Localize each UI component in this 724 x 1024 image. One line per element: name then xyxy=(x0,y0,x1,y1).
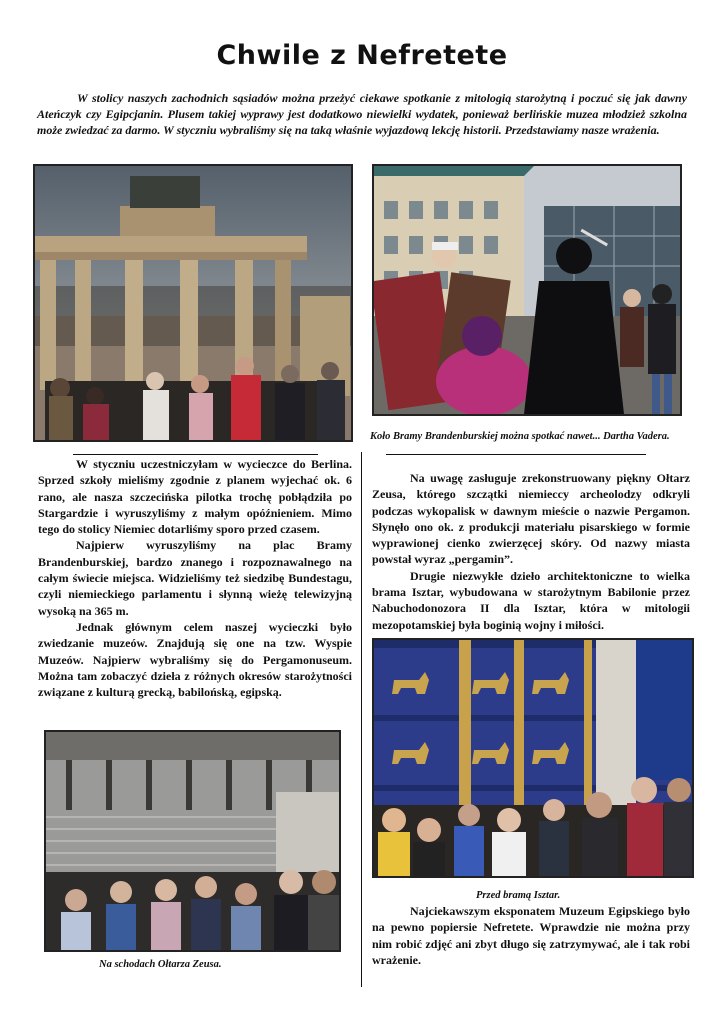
page-title: Chwile z Nefretete xyxy=(216,40,508,71)
right-column-text xyxy=(372,470,690,633)
zeus-caption: Na schodach Ołtarza Zeusa. xyxy=(99,959,222,970)
left-paragraph-3: Jednak głównym celem naszej wycieczki było zwiedzanie muzeów. Znajdują się one na tzw. Wyspie Muzeów. Najpierw wybraliśmy się do Pergamonuseum. Można tam zobaczyć dzieła z różnych okresów starożytności związane z kulturą grecką, babilońską, egipską. xyxy=(38,619,352,700)
right-paragraph-3: Najciekawszym eksponatem Muzeum Egipskiego było na pewno popiersie Nefretete. Wprawdzie nie można przy nim robić zdjęć ani zbyt długo się zatrzymywać, ale i tak robi wrażenie. xyxy=(372,904,690,967)
brandenburg-gate-photo xyxy=(33,164,353,442)
left-paragraph-1: W styczniu uczestniczyłam w wycieczce do Berlina. Sprzed szkoły mieliśmy zgodnie z planem wyjechać ok. 6 rano, ale nasza szczecińska pilotka trochę pobłądziła po Stargardzie i wyruszyliśmy z małym opóźnieniem. Mimo tego do stolicy Niemiec dotarliśmy sporo przed czasem. xyxy=(38,457,352,537)
ishtar-gate-photo xyxy=(372,638,694,878)
right-paragraph-1: Na uwagę zasługuje zrekonstruowany piękny Ołtarz Zeusa, którego szczątki niemieccy archeolodzy odkryli podczas wykopalisk w dawnym mieście o nazwie Pergamon. Słynęło ono ok. z produkcji materiału pisarskiego w formie wyprawionej cienko zwierzęcej skóry. Od nazwy miasta powstał wyraz „pergamin”. xyxy=(372,471,690,567)
right-column-rule xyxy=(386,454,646,455)
column-divider xyxy=(361,452,362,987)
darth-vader-photo xyxy=(372,164,682,416)
right-paragraph-2: Drugie niezwykłe dzieło architektoniczne to wielka brama Isztar, wybudowana w starożytnym Babilonie przez Nabuchodonozora II dla Isztar, która w mitologii mezopotamskiej była boginią wojny i miłości. xyxy=(372,568,690,632)
zeus-altar-photo xyxy=(44,730,341,952)
vader-caption: Koło Bramy Brandenburskiej można spotkać nawet... Dartha Vadera. xyxy=(370,431,670,442)
left-column-rule xyxy=(73,454,318,455)
right-column-bottom-text xyxy=(372,903,690,968)
isztar-caption: Przed bramą Isztar. xyxy=(476,890,561,901)
intro-paragraph: W stolicy naszych zachodnich sąsiadów można przeżyć ciekawe spotkanie z mitologią starożytną i poczuć się jak dawny Ateńczyk czy Egipcjanin. Plusem takiej wyprawy jest dodatkowo niewielki wydatek, ponieważ berlińskie muzea młodzież szkolna może zwiedzać za darmo. W styczniu wybraliśmy się na taką właśnie wyjazdową lekcję historii. Przedstawiamy nasze wrażenia. xyxy=(37,91,687,137)
left-paragraph-2: Najpierw wyruszyliśmy na plac Bramy Brandenburskiej, bardzo znanego i rozpoznawalnego na całym świecie miejsca. Widzieliśmy też siedzibę Bundestagu, czyli niemieckiego parlamentu i słynną wieżę telewizyjną wysoką na 365 m. xyxy=(38,538,352,618)
left-column-text xyxy=(38,456,352,700)
